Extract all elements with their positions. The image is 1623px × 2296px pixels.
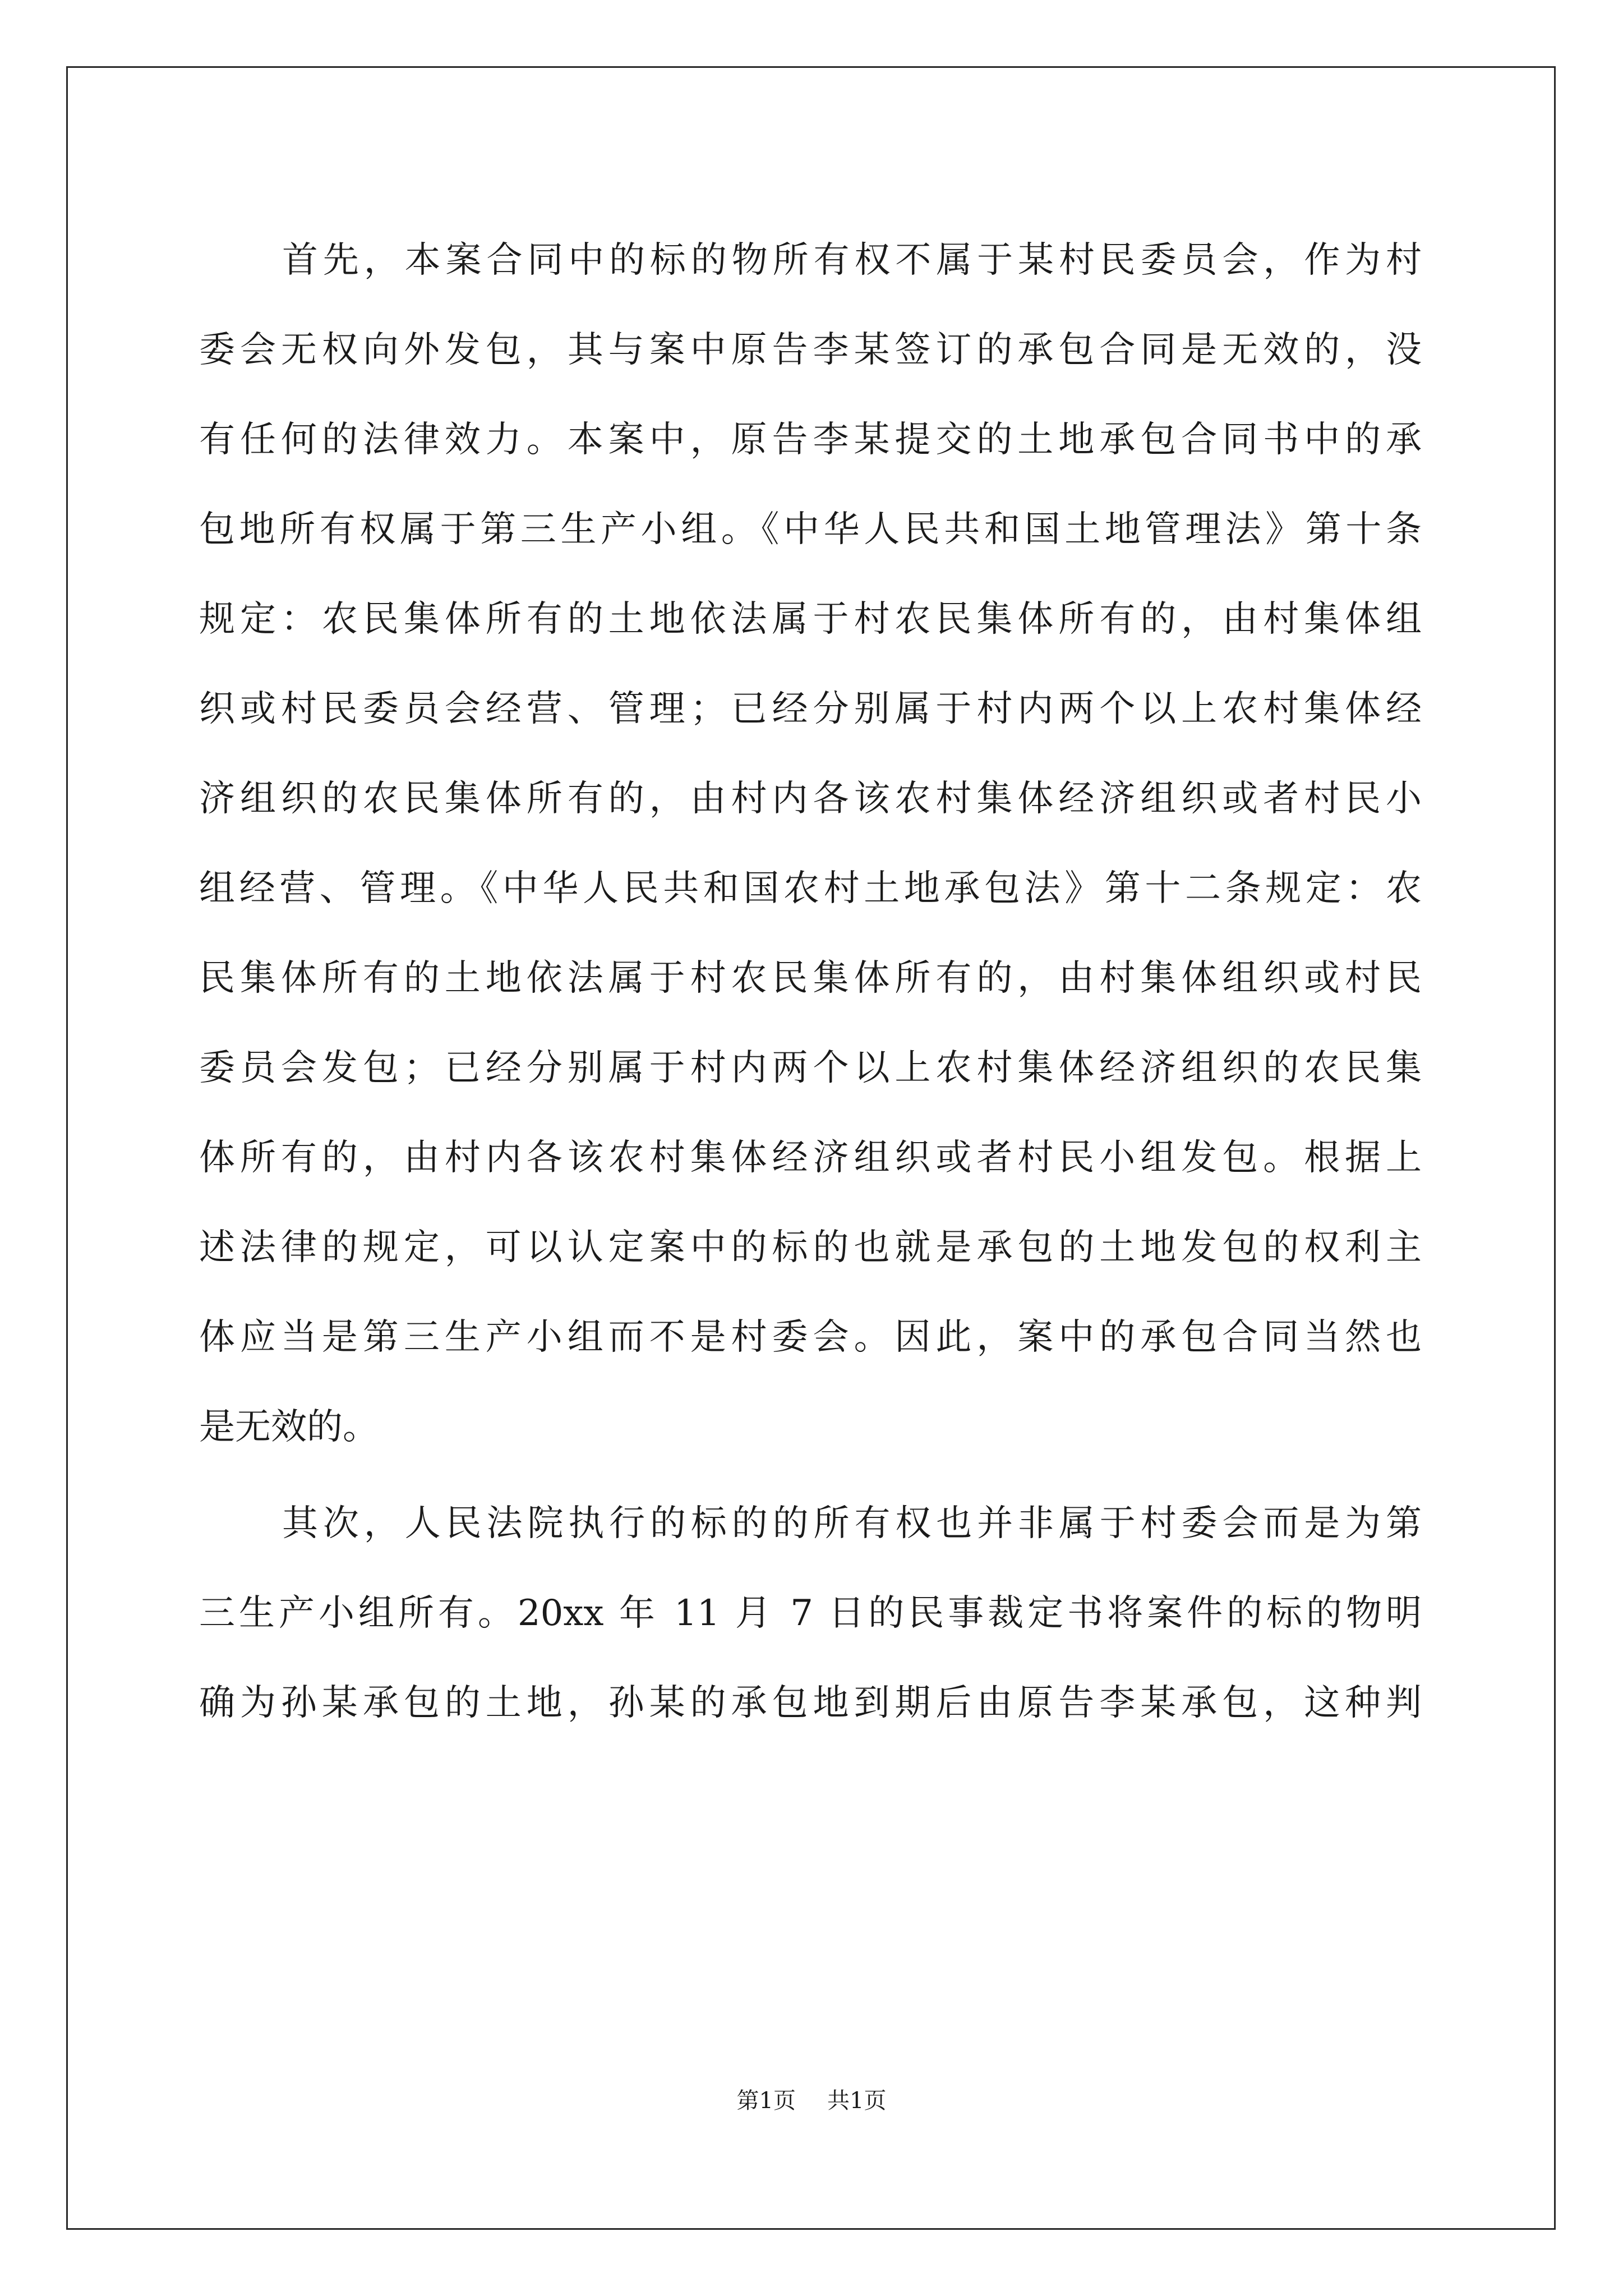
paragraph-1-line-8: 组经营、管理。《中华人民共和国农村土地承包法》第十二条规定：农	[199, 868, 1422, 909]
paragraph-2-line-3: 确为孙某承包的土地，孙某的承包地到期后由原告李某承包，这种判	[199, 1682, 1422, 1724]
paragraph-1-line-10: 委员会发包；已经分别属于村内两个以上农村集体经济组织的农民集	[199, 1047, 1422, 1089]
paragraph-1-line-6: 织或村民委员会经营、管理；已经分别属于村内两个以上农村集体经	[199, 688, 1422, 730]
paragraph-1-line-12: 述法律的规定，可以认定案中的标的也就是承包的土地发包的权利主	[199, 1227, 1422, 1268]
paragraph-1-line-3: 有任何的法律效力。本案中，原告李某提交的土地承包合同书中的承	[199, 419, 1422, 461]
paragraph-1-line-14: 是无效的。	[199, 1406, 379, 1448]
paragraph-1-line-4: 包地所有权属于第三生产小组。《中华人民共和国土地管理法》第十条	[199, 509, 1422, 550]
paragraph-2-line-1: 其次，人民法院执行的标的的所有权也并非属于村委会而是为第	[282, 1503, 1422, 1544]
page-footer	[0, 2087, 1623, 2115]
paragraph-1-line-2: 委会无权向外发包，其与案中原告李某签订的承包合同是无效的，没	[199, 329, 1422, 371]
paragraph-1-line-1: 首先，本案合同中的标的物所有权不属于某村民委员会，作为村	[282, 240, 1422, 281]
paragraph-1-line-5: 规定：农民集体所有的土地依法属于村农民集体所有的，由村集体组	[199, 599, 1422, 640]
paragraph-2-line-2: 三生产小组所有。20xx 年 11 月 7 日的民事裁定书将案件的标的物明	[199, 1593, 1422, 1634]
paragraph-1-line-7: 济组织的农民集体所有的，由村内各该农村集体经济组织或者村民小	[199, 778, 1422, 820]
page-number-total: 共1页	[827, 2088, 887, 2114]
paragraph-1-line-13: 体应当是第三生产小组而不是村委会。因此，案中的承包合同当然也	[199, 1317, 1422, 1358]
paragraph-1-line-9: 民集体所有的土地依法属于村农民集体所有的，由村集体组织或村民	[199, 958, 1422, 999]
paragraph-1-line-11: 体所有的，由村内各该农村集体经济组织或者村民小组发包。根据上	[199, 1137, 1422, 1179]
document-body	[199, 215, 1422, 1748]
page-number-current: 第1页	[736, 2088, 796, 2114]
